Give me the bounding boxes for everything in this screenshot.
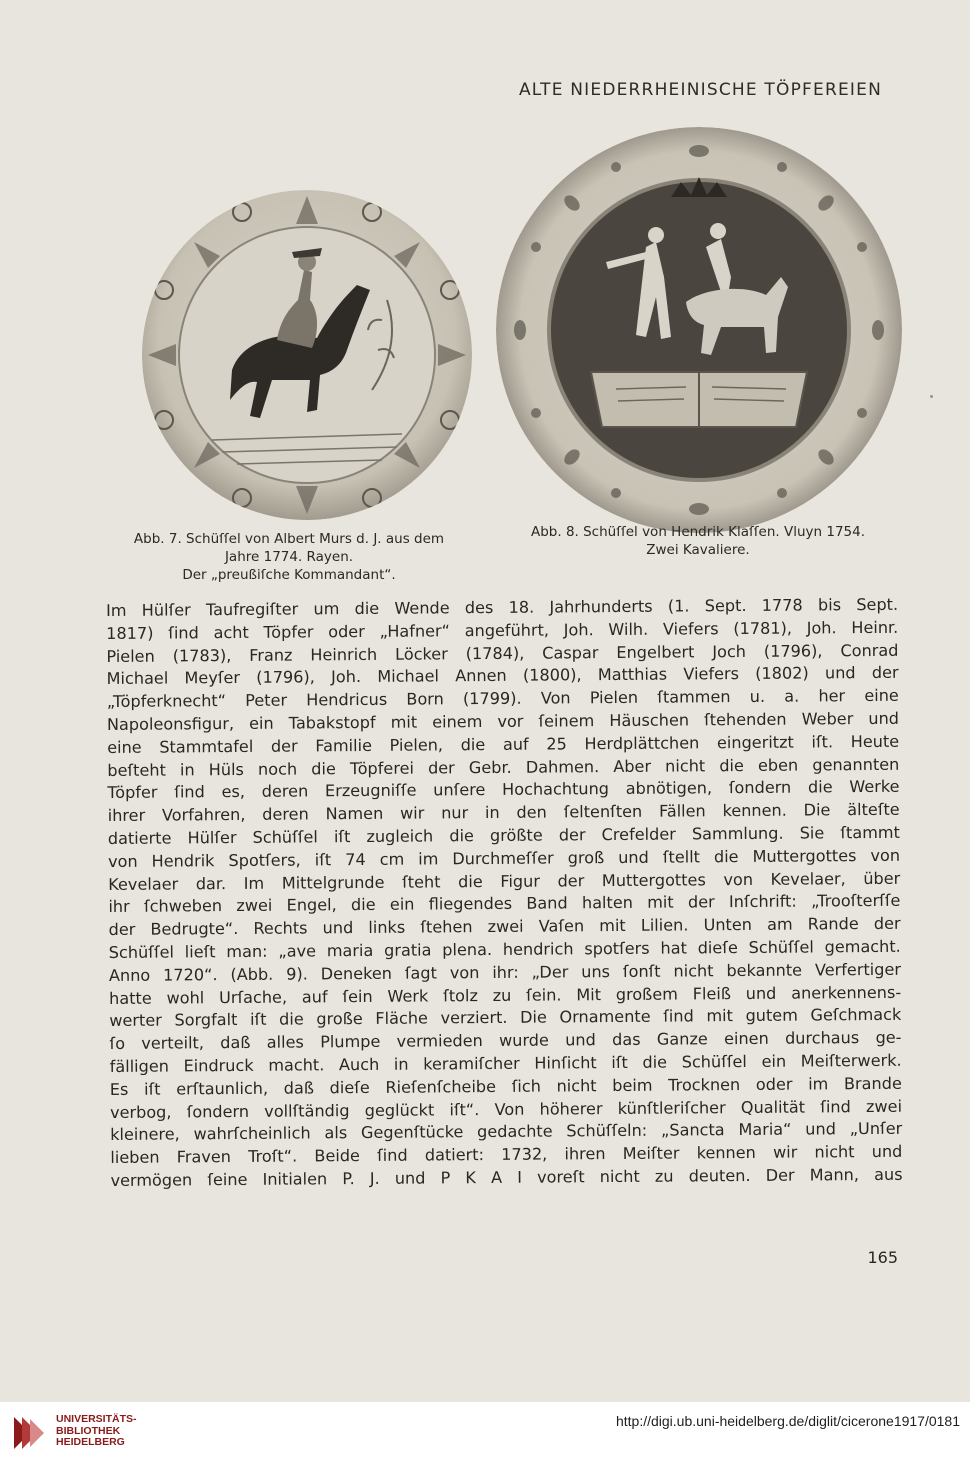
- text-line: kleinere, wahrſcheinlich als Gegenſtücke gedachte Schüſſeln: „Sancta Maria“ und „Unſer: [110, 1119, 903, 1145]
- text-line: ihrer Vorfahren, deren Namen wir nur in den ſeltenſten Fällen kennen. Die älteſte: [107, 799, 900, 826]
- text-line: Töpfer ſind es, deren Erzeugniſſe unſere Hochachtung abnötigen, ſondern die Werke: [107, 777, 900, 803]
- text-line: Pielen (1783), Franz Heinrich Löcker (1784), Caspar Engelbert Joch (1796), Conrad: [106, 640, 899, 666]
- text-line: Schüſſel lieſt man: „ave maria gratia plena. hendrich spotſers hat dieſe Schüſſel gemacht.: [108, 936, 901, 962]
- text-line: beſteht in Hüls noch die Töpferei der Gebr. Dahmen. Aber nicht die eben genannten: [107, 754, 900, 780]
- text-line: Kevelaer dar. Im Mittelgrunde ſteht die Figur der Muttergottes von Kevelaer, über: [108, 868, 901, 894]
- caption-line: Zwei Kavaliere.: [646, 542, 750, 558]
- text-line: Anno 1720“. (Abb. 9). Deneken ſagt von ihr: „Der uns ſonſt nicht bekannte Verfertiger: [108, 959, 901, 985]
- figure-caption-abb-8: [498, 523, 898, 559]
- library-name: [56, 1414, 166, 1449]
- text-line: Michael Meyſer (1796), Joh. Michael Annen (1800), Matthias Viefers (1802) und der: [106, 663, 899, 689]
- library-name-line: HEIDELBERG: [56, 1436, 125, 1449]
- text-line: eine Stammtafel der Familie Pielen, die auf 25 Herdplättchen eingeritzt iſt. Heute: [107, 731, 900, 757]
- running-title: ALTE NIEDERRHEINISCHE TÖPFEREIEN: [518, 80, 882, 100]
- text-line: vermögen ſeine Initialen P. J. und P K A I voreſt nicht zu deuten. Der Mann, aus: [110, 1164, 903, 1190]
- text-line: Napoleonsfigur, ein Tabakstopf mit einem vor ſeinem Häuschen ſtehenden Weber und: [106, 708, 900, 734]
- text-line: werter Sorgfalt iſt die große Fläche verziert. Die Ornamente ſind mit gutem Geſchmack: [109, 1005, 902, 1031]
- university-library-logo-icon: [10, 1413, 50, 1455]
- page-number: 165: [867, 1248, 898, 1267]
- plate-cavaliers-image: [496, 127, 902, 533]
- library-name-line: BIBLIOTHEK: [56, 1424, 121, 1437]
- text-line: lieben Fraven Troſt“. Beide ſind datiert: 1732, ihren Meiſter kennen wir nicht und: [110, 1141, 903, 1168]
- text-line: 1817) ſind acht Töpfer oder „Hafner“ angeführt, Joh. Wilh. Viefers (1781), Joh. Heinr.: [106, 617, 899, 643]
- text-line: „Töpferknecht“ Peter Hendricus Born (1799). Von Pielen ſtammen u. a. her eine: [106, 685, 899, 712]
- text-line: ihr ſchweben zwei Engel, die ein fliegendes Band halten mit der Inſchrift: „Trooſterſſe: [108, 891, 901, 917]
- plate-rider-image: [142, 190, 472, 520]
- caption-line: Abb. 7. Schüſſel von Albert Murs d. J. aus dem: [133, 531, 445, 547]
- text-line: ſo verteilt, daß alles Plumpe vermieden wurde und das Ganze einen durchaus ge-: [109, 1027, 902, 1054]
- text-line: hatte wohl Urſache, auf ſein Werk ſtolz zu ſein. Mit großem Fleiß und anerkennens-: [109, 982, 902, 1008]
- caption-line: Der „preußiſche Kommandant“.: [182, 567, 396, 583]
- text-line: Im Hülſer Taufregiſter um die Wende des 18. Jahrhunderts (1. Sept. 1778 bis Sept.: [106, 594, 899, 620]
- text-line: von Hendrik Spotſers, iſt 74 cm im Durchmeſſer groß und ſtellt die Muttergottes von: [107, 845, 901, 871]
- text-line: Es iſt erſtaunlich, daß dieſe Rieſenſcheibe ſich nicht beim Trocknen oder im Brande: [109, 1073, 902, 1099]
- permalink-url[interactable]: http://digi.ub.uni-heidelberg.de/diglit/cicerone1917/0181: [615, 1413, 960, 1429]
- scan-speck: [930, 395, 933, 398]
- caption-line: Jahre 1774. Rayen.: [224, 549, 354, 565]
- text-line: verbog, ſondern vollſtändig geglückt iſt“. Von höherer künſtleriſcher Qualität ſind zwei: [109, 1096, 903, 1122]
- text-line: fälligen Eindruck macht. Auch in keramiſcher Hinſicht iſt die Schüſſel ein Meiſterwerk.: [109, 1050, 902, 1076]
- body-paragraph: [106, 594, 903, 1193]
- caption-line: Abb. 8. Schüſſel von Hendrik Klaſſen. Vluyn 1754.: [530, 524, 866, 540]
- text-line: der Bedrugte“. Rechts und links ſtehen zwei Vaſen mit Lilien. Unten am Rande der: [108, 913, 901, 940]
- figure-caption-abb-7: [100, 530, 478, 584]
- text-line: datierte Hülſer Schüſſel iſt zugleich die größte der Crefelder Sammlung. Sie ſtammt: [107, 822, 900, 848]
- library-name-line: UNIVERSITÄTS-: [56, 1413, 137, 1425]
